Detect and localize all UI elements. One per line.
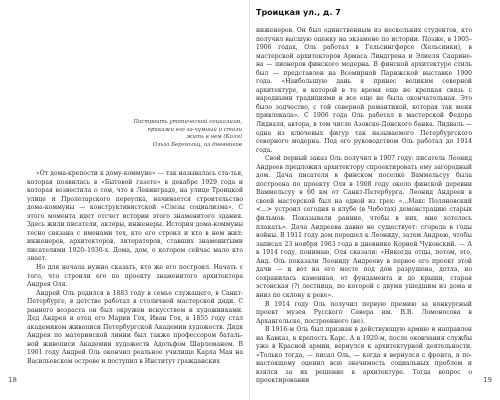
paragraph: В 1916-м Оль был призван в действующую армию и направлен на Кавказ, в крепость Карс. А в 1920-м, после окончания службы уже в Красной армии, вернулся к архитектурной деятельности. «Только тогда, — писал Оль, — когда я вернулся с фронта, я по-настоящему оценил всю значимость социальных проблем и взялся за их решение в архитектуре. Тогда вопрос о проектировании bbox=[256, 326, 472, 385]
page-number-right: 19 bbox=[483, 376, 492, 384]
paragraph: инженеров. Он был единственным из нескольких студентов, кто получил высшую оценку на экзамене по истории. Позже, в 1905–1906 годах, Оль работал в Гельсингфорсе (Хельсинки), в мастерской архитекторов Армаса Линдгрена и Элиеля Саарине-на — пионеров финского модерна. В финской архитектуре стиль был — представлен на Всемирной Парижской выставке 1900 года. «Наибольшую дань я принес великим северной архитектуре, в которой в то время еще не крепкая связь с народными традициями и все еще не была окончательная. Это было зодчество, с той северной романтикой, которая так меня привлекала». С 1906 года Оль работал в мастерской Федора Лидваля, автора, в том числе Азовско-Донского банка. Лидваль — одна из ключевых фигур так называемого Петербургского северного модерна. Под его руководством Оль работал до 1914 года. bbox=[256, 27, 472, 154]
epigraph bbox=[130, 119, 242, 149]
page-number-left: 18 bbox=[8, 376, 17, 384]
left-body-text bbox=[27, 170, 243, 367]
epigraph-text: Построить утопический социализм, прикажи его за-чумный и стали жить в нем (Коля) bbox=[133, 119, 242, 141]
right-page bbox=[250, 0, 500, 400]
epigraph-author: Ольга Берггольц, из дневников bbox=[152, 141, 242, 148]
paragraph: «От дома-крепости к дому-коммуне» — так называлась ста-тья, которая появилась в «Бытовой газете» в декабре 1929 года и которая возвестила о том, что в Ленинграде, на улице Троицкой улице и Пролетарского переулка, начинается строительство дома-коммуны — конструктивистской «Слезы социализма». С этого момента идет отсчет истории этого знаменитого здания. Здесь жили писатели, актеры, инженеры. История дома-коммуны тесно связана с именами тех, кто его строил и кто в нем жил: инженеров, архитекторов, литераторов, ставших знаменитыми писателями 1920–1930-х. Дома, дом, о котором сейчас мало кто знает. bbox=[27, 170, 243, 263]
paragraph: Андрей Оль родился в 1883 году в семье служащего, в Санкт-Петербурге, в детстве работал в столичной мастерской дяди. С раннего возраста он был окружен искусством и художниками. Дед Андрея и отец его Марии Гох, Иван Гох, в 1855 году стал академиком живописи Петербургской Академии художеств. Дядя Андрея по материнской линии был также профессором баталь-ной живописи Академии художеств Адольфом Шарлеманем. В 1901 году Андрей Оль окончил реальное училище Карла Мая на Васильевском острове и поступил в Институт гражданских bbox=[27, 289, 243, 366]
paragraph: Свой первый заказ Оль получил в 1907 году: писатель Леонид Андреев предложил архитектору спроектировать ему загородный дом. Дача писателя в финском поселке Ваммельсуу была построена по проекту Оля в 1908 году около финской деревни Ваммельсуу в 60 км от Санкт-Петербурга. Леонид Андреев в своей мастерской был на одной из трех: «...Макс Поляновский <...> устроил сегодня в клубе (в Чоботах) демонстрацию старых фильмов. Показывали ранние, чтобы в них, мне хотелось плакать». Дача Андреева давно не существует: сгорела в годы войны. В 1911 году дом перешел к Леониду, затем Андрею, чтобы записал 23 ноября 1963 года в дневнике Корней Чуковский. — А в 1914 году, понимаю, Оля сказали: «Никогда отцы, потом, это, Анд. Оль показали Леониду Андрееву в первое его проект этой дачи — и вот на его месте под дом разрушена, дотла, но сохранилась каменная, от фундамента и до крыши, старая эстонская (?) лестница, по которой с двумя ушедшим из дома и вниз по склону к реке». bbox=[256, 155, 472, 299]
running-head: Троицкая ул., д. 7 bbox=[256, 8, 341, 17]
paragraph: Но для начала нужно сказать, кто же его построил. Начать с того, что строили его по проекту знаменитого архитектора Андрея Оля. bbox=[27, 264, 243, 289]
paragraph: В 1914 году Оль получил первую премию за конкурсный проект музея Русского Севера им. В.В. Ломоносова в Архангельске, построенного (не). bbox=[256, 300, 472, 325]
right-body-text bbox=[256, 27, 472, 386]
